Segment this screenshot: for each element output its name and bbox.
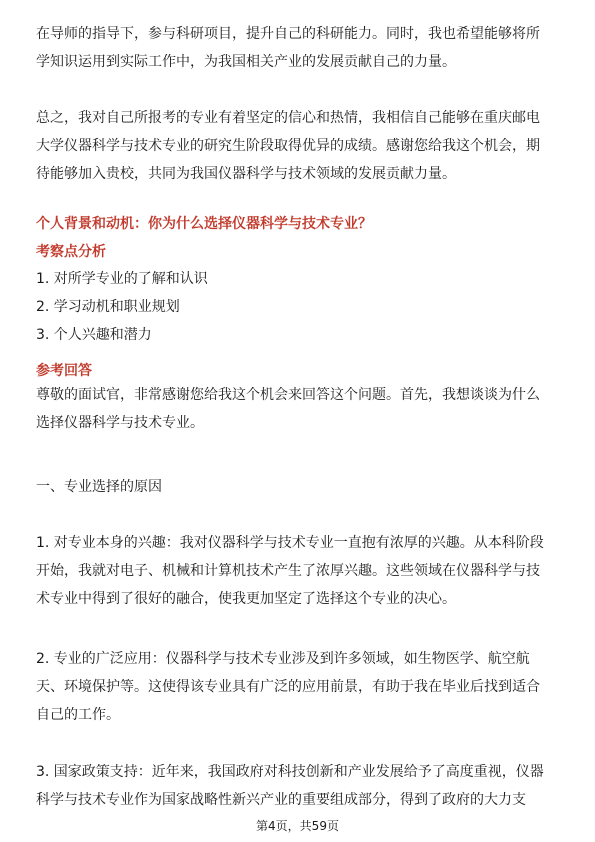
- text-line: 尊敬的面试官，非常感谢您给我这个机会来回答这个问题。首先，我想谈谈为什么: [36, 387, 540, 403]
- part-heading: [36, 473, 560, 501]
- answer-heading: 参考回答: [36, 363, 92, 379]
- text-line: 待能够加入贵校，共同为我国仪器科学与技术领域的发展贡献力量。: [36, 166, 456, 182]
- analysis-point: 3. 个人兴趣和潜力: [36, 327, 152, 343]
- text-line: 天、环境保护等。这使得该专业具有广泛的应用前景，有助于我在毕业后找到适合: [36, 679, 540, 695]
- reason-3: [36, 758, 560, 814]
- text-line: 开始，我就对电子、机械和计算机技术产生了浓厚兴趣。这些领域在仪器科学与技: [36, 563, 540, 579]
- text-line: 在导师的指导下，参与科研项目，提升自己的科研能力。同时，我也希望能够将所: [36, 26, 540, 42]
- reason-1: [36, 529, 560, 613]
- analysis-point: 2. 学习动机和职业规划: [36, 299, 180, 315]
- answer-intro: [36, 381, 560, 437]
- reason-2: [36, 645, 560, 729]
- text-line: 科学与技术专业作为国家战略性新兴产业的重要组成部分，得到了政府的大力支: [36, 792, 526, 808]
- analysis-point: 1. 对所学专业的了解和认识: [36, 271, 208, 287]
- paragraph-conclusion: [36, 104, 560, 188]
- page-number: 第4页，共59页: [256, 819, 339, 833]
- text-line: 学知识运用到实际工作中，为我国相关产业的发展贡献自己的力量。: [36, 54, 456, 70]
- paragraph-research-goal: [36, 20, 560, 76]
- text-line: 术专业中得到了很好的融合，使我更加坚定了选择这个专业的决心。: [36, 591, 456, 607]
- text-line: 大学仪器科学与技术专业的研究生阶段取得优异的成绩。感谢您给我这个机会，期: [36, 138, 540, 154]
- text-line: 选择仪器科学与技术专业。: [36, 415, 204, 431]
- text-line: 3. 国家政策支持：近年来，我国政府对科技创新和产业发展给予了高度重视，仪器: [36, 764, 544, 780]
- text-line: 自己的工作。: [36, 707, 120, 723]
- text-line: 2. 专业的广泛应用：仪器科学与技术专业涉及到许多领域，如生物医学、航空航: [36, 651, 530, 667]
- text-line: 一、专业选择的原因: [36, 479, 162, 495]
- question-title: 个人背景和动机：你为什么选择仪器科学与技术专业？: [36, 216, 372, 232]
- analysis-heading: 考察点分析: [36, 244, 106, 260]
- text-line: 1. 对专业本身的兴趣：我对仪器科学与技术专业一直抱有浓厚的兴趣。从本科阶段: [36, 535, 544, 551]
- text-line: 总之，我对自己所报考的专业有着坚定的信心和热情，我相信自己能够在重庆邮电: [36, 110, 540, 126]
